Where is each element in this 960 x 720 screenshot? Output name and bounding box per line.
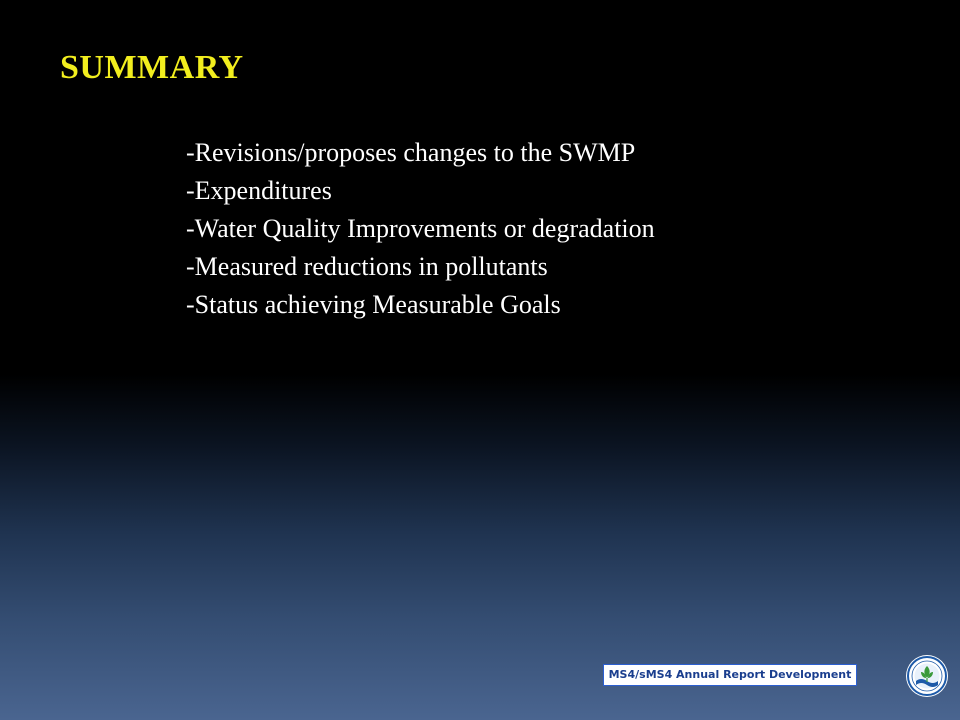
bullet-item: -Revisions/proposes changes to the SWMP [186, 138, 636, 167]
bullet-item: -Status achieving Measurable Goals [186, 290, 561, 319]
summary-bullet-list [186, 134, 655, 324]
slide-title: SUMMARY [60, 49, 244, 86]
bullet-item: -Measured reductions in pollutants [186, 252, 548, 281]
bullet-item: -Expenditures [186, 176, 332, 205]
epa-seal-icon [905, 654, 949, 698]
bullet-item: -Water Quality Improvements or degradation [186, 214, 655, 243]
footer-label: MS4/sMS4 Annual Report Development [603, 664, 857, 686]
